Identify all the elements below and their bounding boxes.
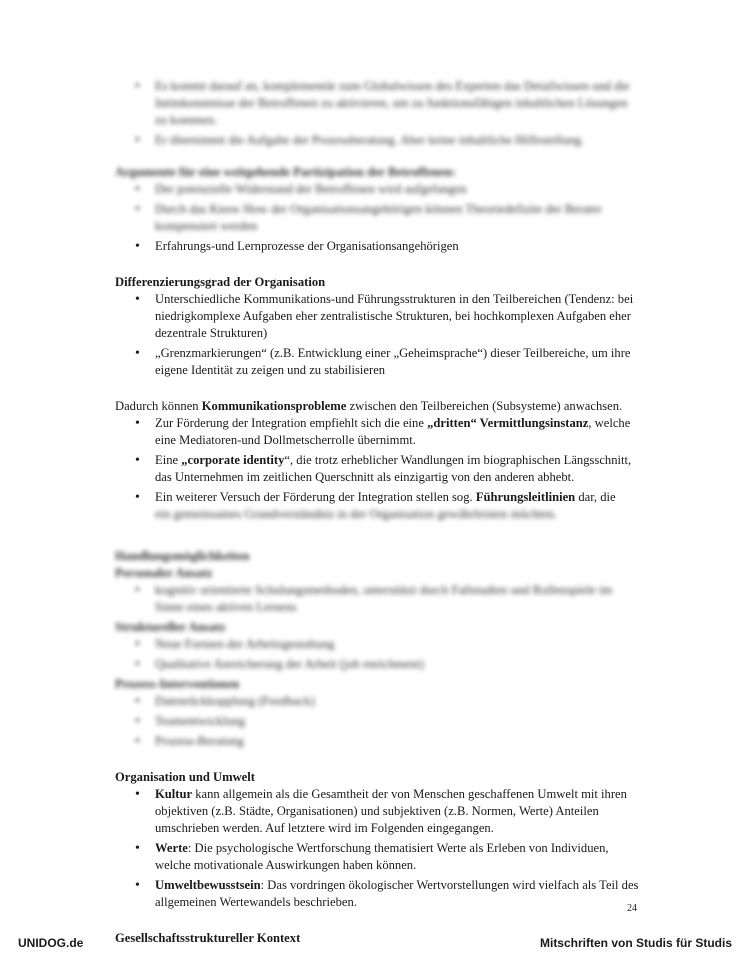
footer-tagline: Mitschriften von Studis für Studis — [539, 936, 732, 950]
blurred-top-list — [115, 78, 640, 149]
section-heading-differenzierung: Differenzierungsgrad der Organisation — [115, 275, 326, 289]
list-item: • Es kommt darauf an, komplementär zum Globalwissen des Experten das Detailwissen und die Intimkenntnisse der Betroffenen zu aktivieren, um zu funktionsfähigen inhaltlichen Lösungen zu kommen. — [135, 79, 630, 127]
list-item: • Teamentwicklung — [135, 714, 246, 729]
bullet-icon: • — [135, 583, 140, 598]
bullet-icon: • — [135, 637, 140, 652]
blurred-list-2 — [115, 181, 640, 235]
subsection-heading: Personaler Ansatz — [115, 566, 213, 580]
visible-list — [115, 238, 640, 255]
bullet-icon: • — [135, 657, 140, 672]
list-item: • Erfahrungs-und Lernprozesse der Organisationsangehörigen — [135, 239, 459, 254]
bullet-icon: • — [135, 202, 140, 217]
bullet-icon: • — [135, 239, 140, 254]
list-item: • Er übernimmt die Aufgabe der Prozessberatung. Aber keine inhaltliche Hilfestellung. — [135, 133, 585, 148]
list-item: • Prozess-Beratung — [135, 734, 244, 749]
list-item: • „Grenzmarkierungen“ (z.B. Entwicklung einer „Geheimsprache“) dieser Teilbereiche, um ihre eigene Identität zu zeigen und zu stabilisieren — [135, 346, 631, 377]
list-item: • kognitiv orientierte Schulungsmethoden, unterstützt durch Fallstudien und Rollenspiele im Sinne eines aktiven Lernens — [135, 583, 613, 614]
footer-brand: UNIDOG.de — [18, 936, 84, 950]
bullet-icon: • — [135, 416, 140, 431]
subsection-heading: Prozess-Interventionen — [115, 677, 240, 691]
list-item: • Durch das Know How der Organisationsangehörigen können Theoriedefizite der Berater kompensiert werden — [135, 202, 602, 233]
list-item: • Unterschiedliche Kommunikations-und Führungsstrukturen in den Teilbereichen (Tendenz: bei niedrigkomplexe Aufgaben eher zentralistische Strukturen, bei hochkomplexen Aufgaben eher dezentrale Strukturen) — [135, 292, 634, 340]
umwelt-list — [115, 786, 640, 911]
blurred-mid-section — [115, 548, 640, 750]
section-heading-umwelt: Organisation und Umwelt — [115, 770, 255, 784]
section-heading: Argumente für eine weitgehende Partizipation der Betroffenen: — [115, 165, 456, 179]
list-item: • Zur Förderung der Integration empfiehlt sich die eine „dritten“ Vermittlungsinstanz, welche eine Mediatoren-und Dollmetscherrolle übernimmt. — [135, 416, 631, 447]
bullet-icon: • — [135, 878, 140, 893]
list-item: • Der potenzielle Widerstand der Betroffenen wird aufgefangen — [135, 182, 467, 197]
list-item: • Umweltbewusstsein: Das vordringen ökologischer Wertvorstellungen wird vielfach als Teil des allgemeinen Wertewandels beschrieben. — [135, 878, 639, 909]
bullet-icon: • — [135, 79, 140, 94]
bullet-icon: • — [135, 453, 140, 468]
bullet-icon: • — [135, 490, 140, 505]
section-heading: Handlungsmöglichkeiten — [115, 549, 250, 563]
list-item: • Qualitative Anreicherung der Arbeit (job enrichment) — [135, 657, 424, 672]
list-item: • Eine „corporate identity“, die trotz erheblicher Wandlungen im biographischen Längsschnitt, das Unternehmen im zeitlichen Querschnitt als einzigartig von den anderen abhebt. — [135, 453, 632, 484]
page-number: 24 — [627, 903, 637, 914]
list-item: • Kultur kann allgemein als die Gesamtheit der von Menschen geschaffenen Umwelt mit ihren objektiven (z.B. Städte, Organisationen) und subjektiven (z.B. Normen, Werte) Anteilen umschrieben werden. Auf letztere wird im Folgenden eingegangen. — [135, 787, 627, 835]
bullet-icon: • — [135, 133, 140, 148]
list-item: • Werte: Die psychologische Wertforschung thematisiert Werte als Erleben von Individuen, welche motivationale Auswirkungen haben können. — [135, 841, 609, 872]
list-item: • Neue Formen der Arbeitsgestaltung — [135, 637, 335, 652]
kommunikation-paragraph: Dadurch können Kommunikationsprobleme zwischen den Teilbereichen (Subsysteme) anwachsen. — [115, 399, 623, 413]
blurred-top-section — [115, 78, 640, 235]
bullet-icon: • — [135, 714, 140, 729]
list-item: • Ein weiterer Versuch der Förderung der Integration stellen sog. Führungsleitlinien dar, die ein gemeinsames Grundverständnis in der Organisation gewährleisten möchten. — [135, 490, 616, 521]
bullet-icon: • — [135, 182, 140, 197]
bullet-icon: • — [135, 787, 140, 802]
list-item: • Datenrückkopplung (Feedback) — [135, 694, 315, 709]
section-heading-gesellschaft: Gesellschaftsstruktureller Kontext — [115, 931, 301, 945]
page-content — [115, 78, 640, 947]
subsection-heading: Struktureller Ansatz — [115, 620, 226, 634]
bullet-icon: • — [135, 734, 140, 749]
bullet-icon: • — [135, 694, 140, 709]
differenzierung-list — [115, 291, 640, 379]
bullet-icon: • — [135, 346, 140, 361]
bullet-icon: • — [135, 292, 140, 307]
integration-list — [115, 415, 640, 523]
bullet-icon: • — [135, 841, 140, 856]
